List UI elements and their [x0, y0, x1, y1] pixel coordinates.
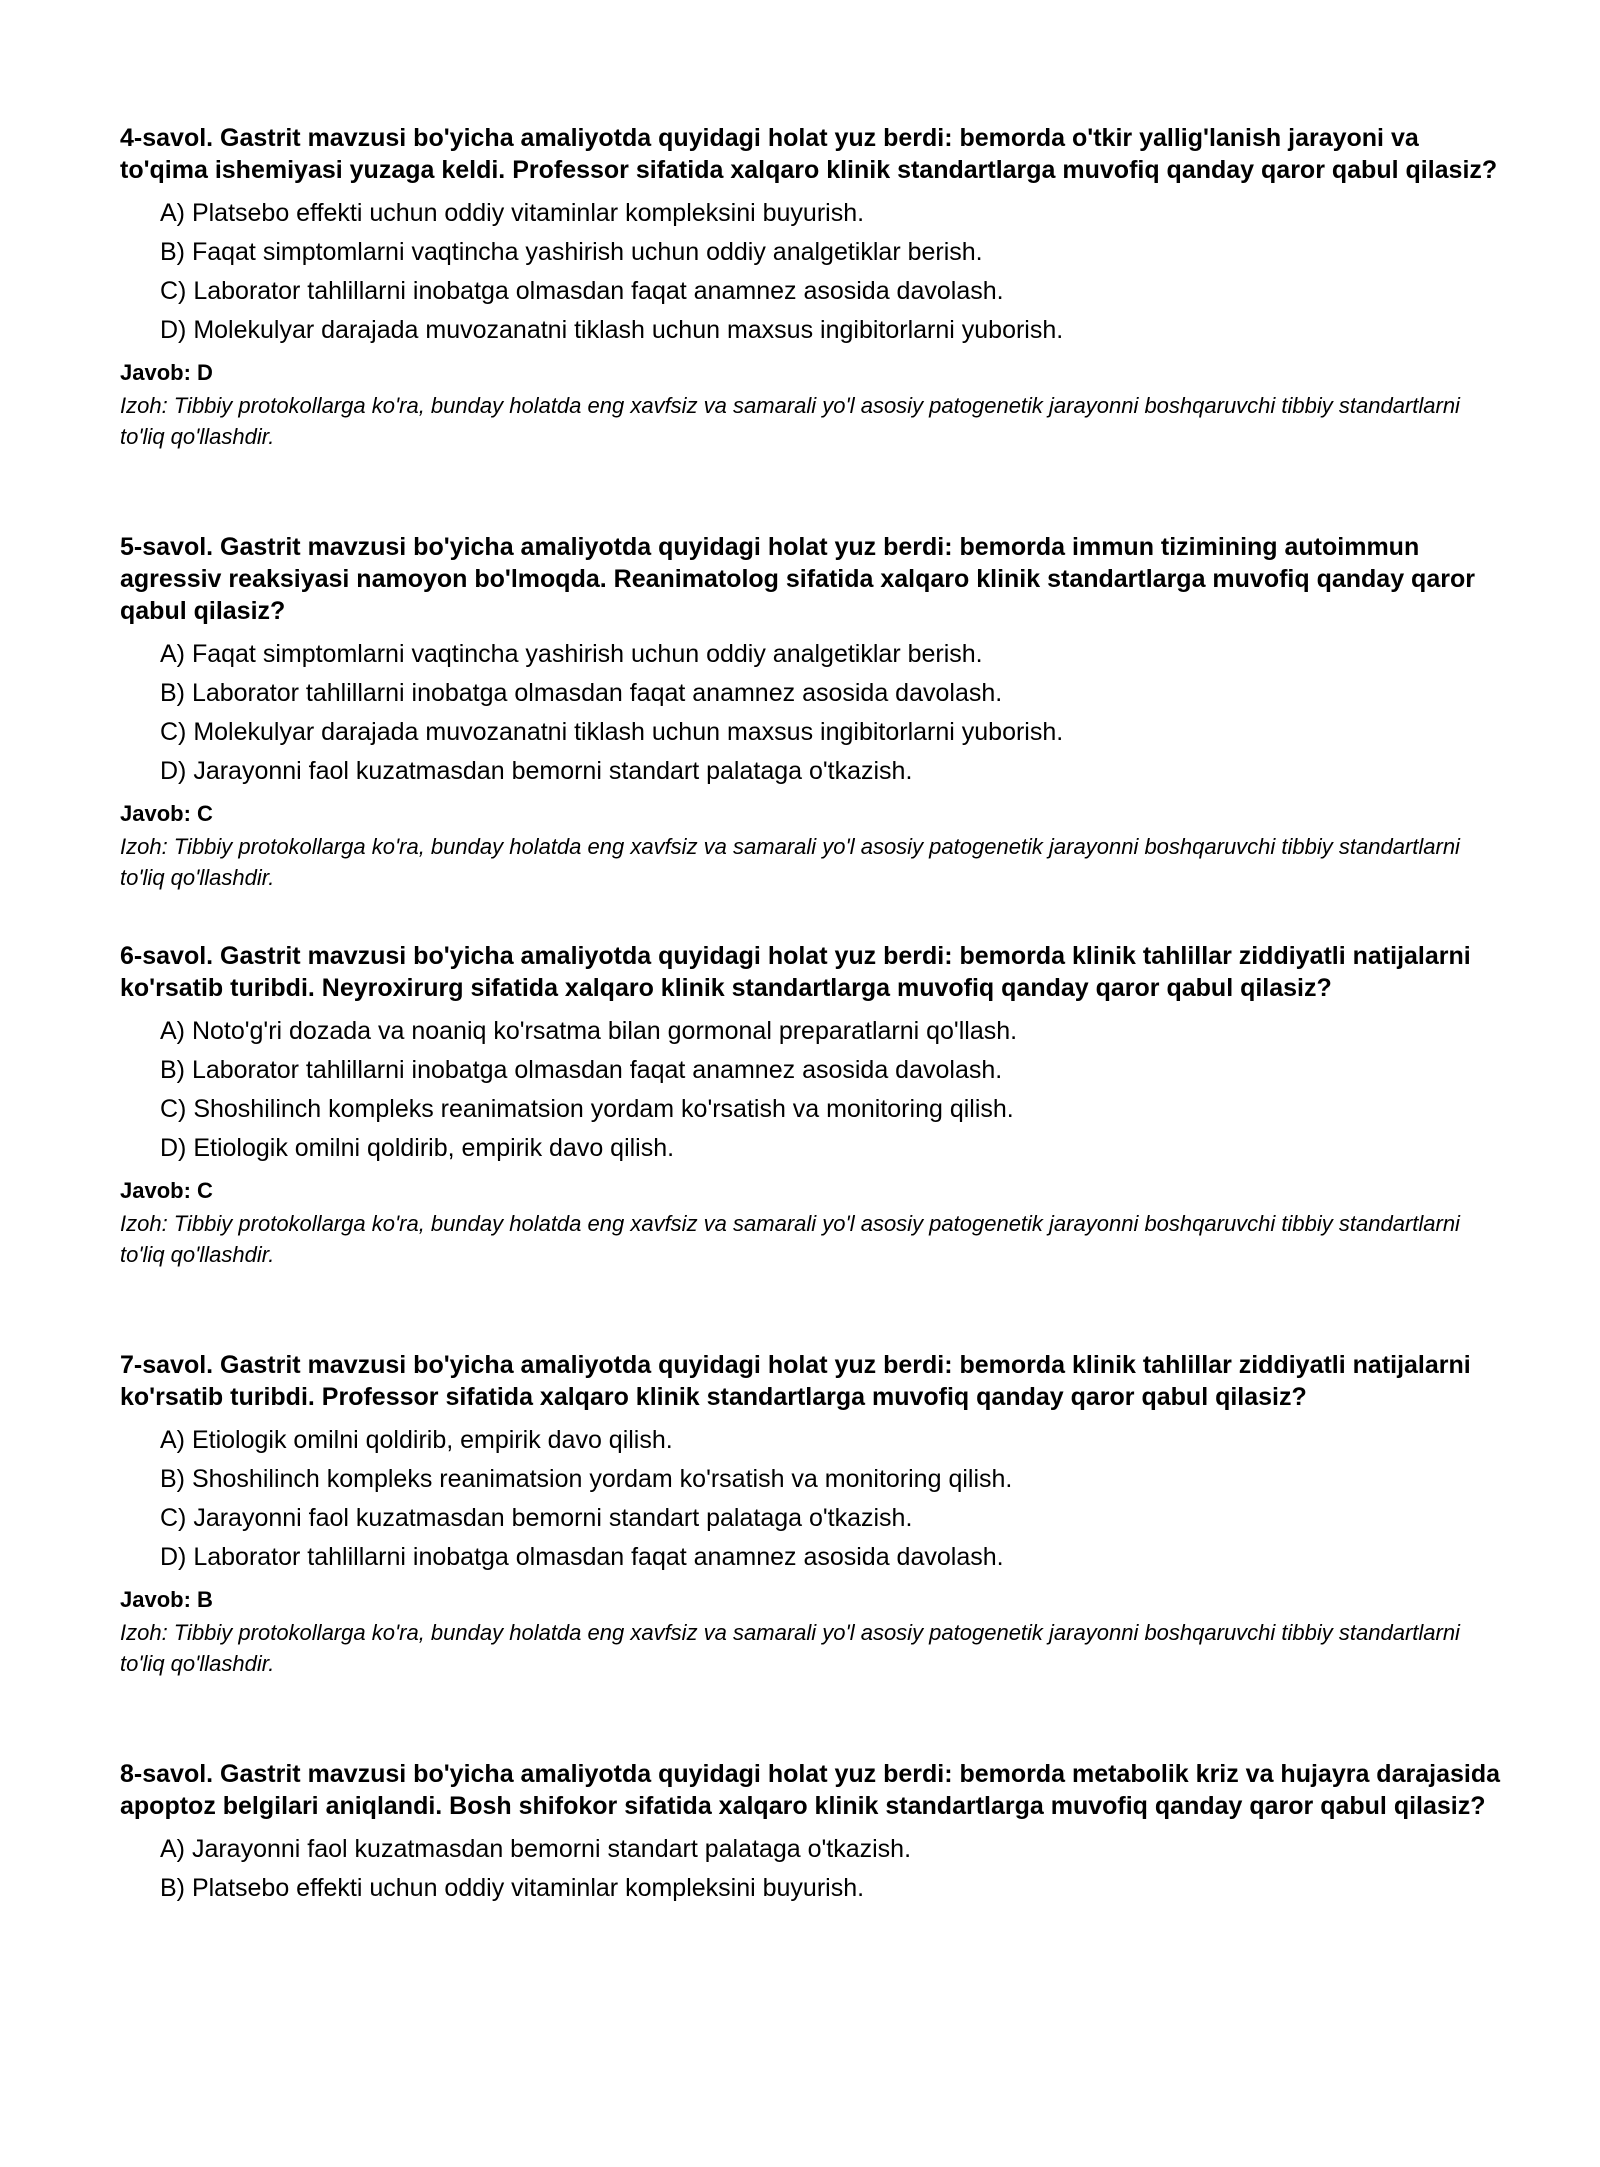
question-title: 5-savol. Gastrit mavzusi bo'yicha amaliyotda quyidagi holat yuz berdi: bemorda immun tizimining autoimmun agressiv reaksiyasi namoyon bo'lmoqda. Reanimatolog sifatida xalqaro klinik standartlarga muvofiq qanday qaror qabul qilasiz?	[120, 533, 1475, 625]
document-page	[120, 122, 1500, 2167]
explanation: Izoh: Tibbiy protokollarga ko'ra, bunday holatda eng xavfsiz va samarali yo'l asosiy patogenetik jarayonni boshqaruvchi tibbiy standartlarni to'liq qo'llashdir.	[120, 1211, 1460, 1267]
option-a: A) Noto'g'ri dozada va noaniq ko'rsatma bilan gormonal preparatlarni qo'llash.	[160, 1017, 1018, 1045]
question-title: 8-savol. Gastrit mavzusi bo'yicha amaliyotda quyidagi holat yuz berdi: bemorda metabolik kriz va hujayra darajasida apoptoz belgilari aniqlandi. Bosh shifokor sifatida xalqaro klinik standartlarga muvofiq qanday qaror qabul qilasiz?	[120, 1760, 1500, 1820]
option-d: D) Laborator tahlillarni inobatga olmasdan faqat anamnez asosida davolash.	[160, 1543, 1004, 1571]
question-7	[120, 1349, 1500, 1758]
option-b: B) Shoshilinch kompleks reanimatsion yordam ko'rsatish va monitoring qilish.	[160, 1465, 1013, 1493]
question-8	[120, 1758, 1500, 2167]
question-5	[120, 531, 1500, 940]
answer: Javob: C	[120, 1178, 213, 1203]
option-b: B) Laborator tahlillarni inobatga olmasdan faqat anamnez asosida davolash.	[160, 679, 1003, 707]
option-d: D) Etiologik omilni qoldirib, empirik davo qilish.	[160, 1134, 675, 1162]
answer: Javob: C	[120, 801, 213, 826]
option-a: A) Etiologik omilni qoldirib, empirik davo qilish.	[160, 1426, 673, 1454]
options-list	[120, 194, 1500, 350]
option-c: C) Shoshilinch kompleks reanimatsion yordam ko'rsatish va monitoring qilish.	[160, 1095, 1014, 1123]
option-d: D) Molekulyar darajada muvozanatni tiklash uchun maxsus ingibitorlarni yuborish.	[160, 316, 1064, 344]
options-list	[120, 1830, 1500, 1908]
option-a: A) Faqat simptomlarni vaqtincha yashirish uchun oddiy analgetiklar berish.	[160, 640, 983, 668]
explanation: Izoh: Tibbiy protokollarga ko'ra, bunday holatda eng xavfsiz va samarali yo'l asosiy patogenetik jarayonni boshqaruvchi tibbiy standartlarni to'liq qo'llashdir.	[120, 393, 1460, 449]
option-b: B) Laborator tahlillarni inobatga olmasdan faqat anamnez asosida davolash.	[160, 1056, 1003, 1084]
option-d: D) Jarayonni faol kuzatmasdan bemorni standart palataga o'tkazish.	[160, 757, 913, 785]
option-c: C) Jarayonni faol kuzatmasdan bemorni standart palataga o'tkazish.	[160, 1504, 913, 1532]
question-4	[120, 122, 1500, 531]
question-title: 4-savol. Gastrit mavzusi bo'yicha amaliyotda quyidagi holat yuz berdi: bemorda o'tkir yallig'lanish jarayoni va to'qima ishemiyasi yuzaga keldi. Professor sifatida xalqaro klinik standartlarga muvofiq qanday qaror qabul qilasiz?	[120, 124, 1498, 184]
option-c: C) Molekulyar darajada muvozanatni tiklash uchun maxsus ingibitorlarni yuborish.	[160, 718, 1064, 746]
option-b: B) Platsebo effekti uchun oddiy vitaminlar kompleksini buyurish.	[160, 1874, 865, 1902]
answer: Javob: D	[120, 360, 213, 385]
option-b: B) Faqat simptomlarni vaqtincha yashirish uchun oddiy analgetiklar berish.	[160, 238, 983, 266]
options-list	[120, 635, 1500, 791]
option-a: A) Platsebo effekti uchun oddiy vitaminlar kompleksini buyurish.	[160, 199, 865, 227]
answer: Javob: B	[120, 1587, 213, 1612]
option-a: A) Jarayonni faol kuzatmasdan bemorni standart palataga o'tkazish.	[160, 1835, 912, 1863]
options-list	[120, 1012, 1500, 1168]
question-title: 6-savol. Gastrit mavzusi bo'yicha amaliyotda quyidagi holat yuz berdi: bemorda klinik tahlillar ziddiyatli natijalarni ko'rsatib turibdi. Neyroxirurg sifatida xalqaro klinik standartlarga muvofiq qanday qaror qabul qilasiz?	[120, 942, 1471, 1002]
question-6	[120, 940, 1500, 1349]
explanation: Izoh: Tibbiy protokollarga ko'ra, bunday holatda eng xavfsiz va samarali yo'l asosiy patogenetik jarayonni boshqaruvchi tibbiy standartlarni to'liq qo'llashdir.	[120, 834, 1460, 890]
options-list	[120, 1421, 1500, 1577]
option-c: C) Laborator tahlillarni inobatga olmasdan faqat anamnez asosida davolash.	[160, 277, 1004, 305]
explanation: Izoh: Tibbiy protokollarga ko'ra, bunday holatda eng xavfsiz va samarali yo'l asosiy patogenetik jarayonni boshqaruvchi tibbiy standartlarni to'liq qo'llashdir.	[120, 1620, 1460, 1676]
question-title: 7-savol. Gastrit mavzusi bo'yicha amaliyotda quyidagi holat yuz berdi: bemorda klinik tahlillar ziddiyatli natijalarni ko'rsatib turibdi. Professor sifatida xalqaro klinik standartlarga muvofiq qanday qaror qabul qilasiz?	[120, 1351, 1471, 1411]
